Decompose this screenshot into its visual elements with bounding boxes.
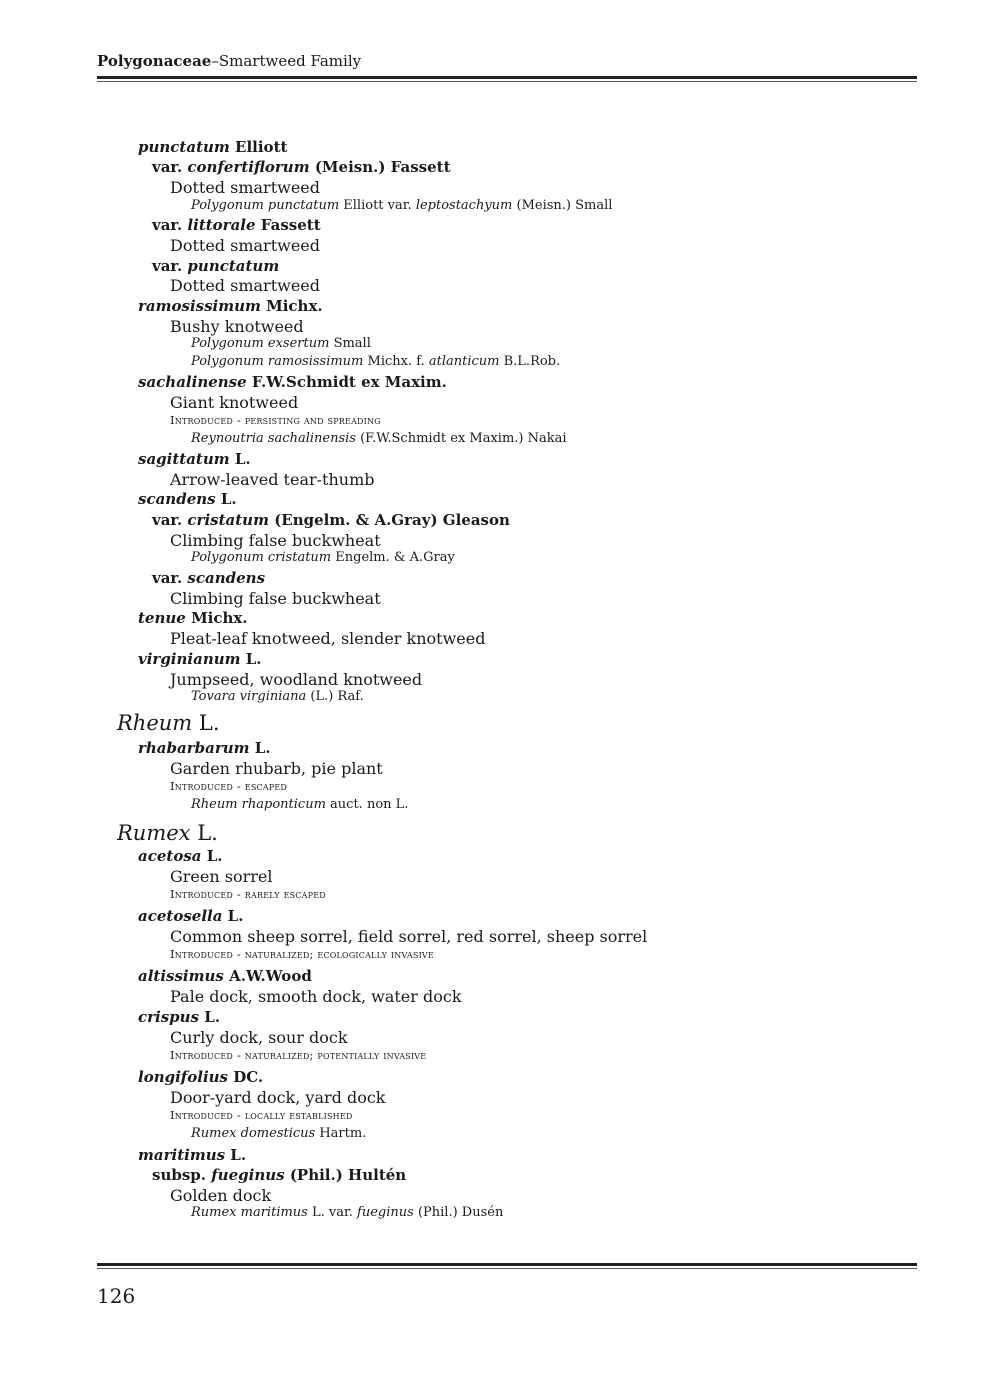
species-author: A.W.Wood [229, 967, 312, 985]
species-name: acetosa [138, 847, 202, 865]
common-name: Pleat-leaf knotweed, slender knotweed [170, 629, 486, 648]
synonym-part: Elliott var. [339, 198, 416, 213]
infraspecific-rank: var. [152, 257, 183, 275]
synonym-part: B.L.Rob. [499, 354, 561, 369]
species-entry [138, 967, 312, 985]
synonym-part: (L.) Raf. [306, 689, 364, 704]
infraspecific-entry [152, 569, 265, 587]
status-note: Introduced - naturalized; potentially invasive [170, 1048, 427, 1062]
synonym-part: Michx. f. [363, 354, 429, 369]
species-author: L. [206, 847, 223, 865]
infraspecific-name: littorale [187, 216, 256, 234]
infraspecific-entry [152, 158, 451, 176]
infraspecific-author: Fassett [260, 216, 321, 234]
synonym [191, 198, 612, 213]
synonym [191, 354, 560, 369]
species-author: L. [227, 907, 244, 925]
synonym-italic-part: Reynoutria sachalinensis [191, 431, 356, 446]
common-name: Pale dock, smooth dock, water dock [170, 987, 462, 1006]
status-note: Introduced - persisting and spreading [170, 413, 381, 427]
status-note: Introduced - escaped [170, 779, 288, 793]
species-name: rhabarbarum [138, 739, 250, 757]
infraspecific-name: scandens [187, 569, 266, 587]
species-author: L. [245, 650, 262, 668]
species-name: ramosissimum [138, 297, 261, 315]
genus-heading [117, 711, 220, 735]
species-entry [138, 650, 262, 668]
infraspecific-rank: var. [152, 511, 183, 529]
synonym-part: Engelm. & A.Gray [331, 550, 455, 565]
infraspecific-entry [152, 1166, 406, 1184]
header-separator: – [211, 52, 219, 70]
species-name: virginianum [138, 650, 241, 668]
species-author: DC. [233, 1068, 264, 1086]
common-name: Green sorrel [170, 867, 273, 886]
synonym-italic-part: atlanticum [428, 354, 500, 369]
common-name: Door-yard dock, yard dock [170, 1088, 386, 1107]
synonym-italic-part: leptostachyum [415, 198, 513, 213]
species-author: L. [204, 1008, 221, 1026]
species-author: Michx. [191, 609, 248, 627]
species-entry [138, 907, 243, 925]
genus-author: L. [197, 821, 218, 845]
synonym-part: (Phil.) Dusén [413, 1205, 504, 1220]
infraspecific-entry [152, 216, 321, 234]
species-author: Elliott [235, 138, 288, 156]
synonym-italic-part: Tovara virginiana [191, 689, 307, 704]
species-entry [138, 1068, 263, 1086]
page-number: 126 [97, 1284, 136, 1308]
species-author: L. [234, 450, 251, 468]
species-author: F.W.Schmidt ex Maxim. [251, 373, 447, 391]
species-entry [138, 847, 223, 865]
synonym-part: Small [329, 336, 371, 351]
species-name: punctatum [138, 138, 230, 156]
common-name: Giant knotweed [170, 393, 299, 412]
species-entry [138, 1146, 246, 1164]
common-name: Dotted smartweed [170, 236, 320, 255]
synonym [191, 689, 364, 704]
synonym [191, 336, 371, 351]
footer-rule [97, 1263, 917, 1269]
infraspecific-entry [152, 257, 279, 275]
genus-author: L. [198, 711, 220, 735]
species-name: scandens [138, 490, 216, 508]
infraspecific-name: confertiflorum [187, 158, 310, 176]
infraspecific-rank: var. [152, 216, 183, 234]
synonym [191, 1126, 366, 1141]
species-author: Michx. [266, 297, 323, 315]
running-header [97, 52, 361, 70]
genus-name: Rumex [117, 821, 191, 845]
status-note: Introduced - naturalized; ecologically invasive [170, 947, 434, 961]
synonym-italic-part: Polygonum ramosissimum [191, 354, 364, 369]
infraspecific-rank: subsp. [152, 1166, 206, 1184]
synonym-italic-part: Polygonum cristatum [191, 550, 332, 565]
header-family: Polygonaceae [97, 52, 212, 70]
genus-heading [117, 821, 218, 845]
synonym [191, 550, 455, 565]
synonym-part: auct. non L. [325, 797, 409, 812]
common-name: Arrow-leaved tear-thumb [170, 470, 375, 489]
infraspecific-rank: var. [152, 569, 183, 587]
genus-name: Rheum [117, 711, 193, 735]
synonym-italic-part: Rheum rhaponticum [191, 797, 326, 812]
status-note: Introduced - locally established [170, 1108, 353, 1122]
common-name: Jumpseed, woodland knotweed [170, 670, 423, 689]
species-author: L. [230, 1146, 247, 1164]
species-entry [138, 739, 271, 757]
species-entry [138, 609, 248, 627]
infraspecific-author: (Engelm. & A.Gray) Gleason [274, 511, 510, 529]
synonym [191, 431, 567, 446]
infraspecific-rank: var. [152, 158, 183, 176]
synonym-italic-part: Polygonum exsertum [191, 336, 330, 351]
species-entry [138, 1008, 220, 1026]
synonym [191, 797, 408, 812]
infraspecific-author: (Meisn.) Fassett [314, 158, 451, 176]
species-author: L. [220, 490, 237, 508]
species-name: crispus [138, 1008, 200, 1026]
species-name: longifolius [138, 1068, 228, 1086]
synonym-italic-part: fueginus [357, 1205, 414, 1220]
common-name: Golden dock [170, 1186, 272, 1205]
header-rest: Smartweed Family [218, 52, 362, 70]
infraspecific-name: punctatum [187, 257, 280, 275]
synonym [191, 1205, 503, 1220]
common-name: Common sheep sorrel, field sorrel, red sorrel, sheep sorrel [170, 927, 648, 946]
synonym-part: (F.W.Schmidt ex Maxim.) Nakai [355, 431, 567, 446]
species-entry [138, 450, 251, 468]
status-note: Introduced - rarely escaped [170, 887, 326, 901]
species-entry [138, 297, 323, 315]
infraspecific-name: cristatum [187, 511, 269, 529]
species-name: acetosella [138, 907, 223, 925]
header-rule [97, 76, 917, 82]
species-name: maritimus [138, 1146, 226, 1164]
synonym-italic-part: Rumex maritimus [191, 1205, 308, 1220]
synonym-part: (Meisn.) Small [512, 198, 613, 213]
synonym-italic-part: Polygonum punctatum [191, 198, 340, 213]
synonym-part: L. var. [307, 1205, 358, 1220]
common-name: Dotted smartweed [170, 276, 320, 295]
species-author: L. [254, 739, 271, 757]
species-entry [138, 138, 287, 156]
common-name: Bushy knotweed [170, 317, 304, 336]
species-name: tenue [138, 609, 186, 627]
infraspecific-name: fueginus [211, 1166, 285, 1184]
common-name: Curly dock, sour dock [170, 1028, 348, 1047]
common-name: Climbing false buckwheat [170, 531, 381, 550]
species-name: sagittatum [138, 450, 230, 468]
common-name: Climbing false buckwheat [170, 589, 381, 608]
common-name: Dotted smartweed [170, 178, 320, 197]
infraspecific-author: (Phil.) Hultén [289, 1166, 407, 1184]
common-name: Garden rhubarb, pie plant [170, 759, 383, 778]
species-name: altissimus [138, 967, 224, 985]
synonym-part: Hartm. [315, 1126, 367, 1141]
synonym-italic-part: Rumex domesticus [191, 1126, 316, 1141]
infraspecific-entry [152, 511, 510, 529]
species-entry [138, 490, 237, 508]
species-name: sachalinense [138, 373, 247, 391]
species-entry [138, 373, 447, 391]
